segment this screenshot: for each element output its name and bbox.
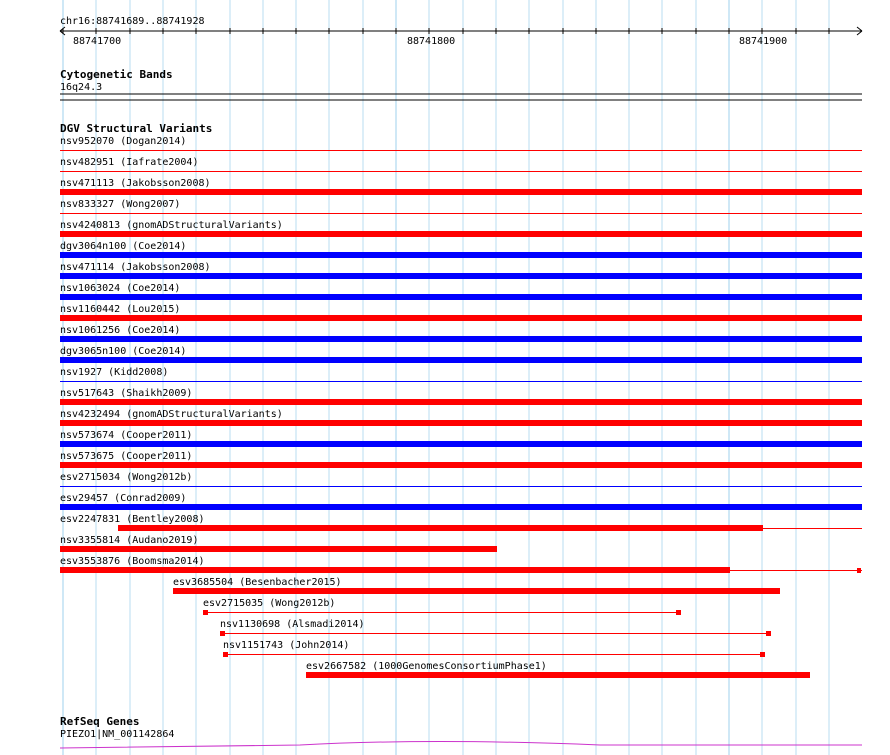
dgv-feature-bar[interactable] (857, 568, 861, 573)
dgv-feature-label: nsv573674 (Cooper2011) (60, 430, 193, 441)
dgv-feature[interactable] (60, 136, 862, 151)
dgv-feature-label: esv3685504 (Besenbacher2015) (173, 577, 342, 588)
dgv-feature[interactable] (60, 493, 862, 510)
dgv-feature[interactable] (60, 241, 862, 258)
dgv-feature-label: nsv471114 (Jakobsson2008) (60, 262, 211, 273)
dgv-feature-bar[interactable] (60, 273, 862, 279)
dgv-feature-bar[interactable] (118, 525, 763, 531)
dgv-feature-label: nsv833327 (Wong2007) (60, 199, 181, 210)
dgv-feature-label: esv2667582 (1000GenomesConsortiumPhase1) (306, 661, 547, 672)
ruler[interactable] (60, 16, 862, 47)
dgv-feature[interactable] (223, 640, 765, 657)
refseq-gene-line[interactable] (60, 742, 862, 749)
dgv-feature-label: nsv1063024 (Coe2014) (60, 283, 181, 294)
ruler-tick-label: 88741800 (407, 36, 456, 47)
dgv-feature-bar[interactable] (220, 633, 770, 634)
dgv-feature-label: dgv3065n100 (Coe2014) (60, 346, 187, 357)
dgv-feature-label: nsv952070 (Dogan2014) (60, 136, 187, 147)
dgv-feature[interactable] (60, 283, 862, 300)
dgv-feature-label: nsv471113 (Jakobsson2008) (60, 178, 211, 189)
dgv-feature-bar[interactable] (60, 357, 862, 363)
dgv-feature[interactable] (60, 430, 862, 447)
dgv-feature[interactable] (60, 514, 862, 531)
dgv-feature-bar[interactable] (60, 213, 862, 214)
dgv-track[interactable] (60, 122, 862, 678)
dgv-feature-label: nsv4232494 (gnomADStructuralVariants) (60, 409, 283, 420)
dgv-feature-bar[interactable] (676, 610, 681, 615)
dgv-feature[interactable] (60, 157, 862, 172)
dgv-feature-label: nsv517643 (Shaikh2009) (60, 388, 193, 399)
dgv-feature-bar[interactable] (60, 171, 862, 172)
refseq-gene-label: PIEZO1|NM_001142864 (60, 729, 175, 740)
dgv-feature[interactable] (60, 178, 862, 195)
dgv-feature-bar[interactable] (60, 399, 862, 405)
dgv-feature[interactable] (60, 535, 497, 552)
cytoband-track-title: Cytogenetic Bands (60, 68, 173, 81)
cytoband-label: 16q24.3 (60, 82, 103, 93)
dgv-feature-bar[interactable] (60, 567, 730, 573)
dgv-feature-bar[interactable] (766, 631, 771, 636)
dgv-feature[interactable] (60, 556, 862, 573)
dgv-feature-bar[interactable] (60, 336, 862, 342)
dgv-feature-bar[interactable] (763, 528, 862, 529)
dgv-feature-bar[interactable] (60, 150, 862, 151)
dgv-feature[interactable] (203, 598, 681, 615)
dgv-feature-bar[interactable] (173, 588, 780, 594)
dgv-feature-label: esv3553876 (Boomsma2014) (60, 556, 205, 567)
dgv-feature[interactable] (60, 388, 862, 405)
dgv-feature-label: esv2715034 (Wong2012b) (60, 472, 193, 483)
dgv-feature-label: esv2247831 (Bentley2008) (60, 514, 205, 525)
dgv-feature-bar[interactable] (306, 672, 810, 678)
dgv-feature-bar[interactable] (60, 381, 862, 382)
dgv-feature-bar[interactable] (223, 652, 228, 657)
dgv-feature-bar[interactable] (60, 546, 497, 552)
dgv-feature[interactable] (60, 199, 862, 214)
dgv-feature-bar[interactable] (760, 652, 765, 657)
refseq-track-title: RefSeq Genes (60, 715, 140, 728)
dgv-feature-bar[interactable] (223, 654, 764, 655)
dgv-feature[interactable] (60, 451, 862, 468)
dgv-feature[interactable] (60, 262, 862, 279)
dgv-feature-bar[interactable] (220, 631, 225, 636)
dgv-feature[interactable] (306, 661, 810, 678)
dgv-feature-label: nsv573675 (Cooper2011) (60, 451, 193, 462)
dgv-feature-bar[interactable] (60, 231, 862, 237)
dgv-feature-bar[interactable] (730, 570, 862, 571)
dgv-feature[interactable] (60, 346, 862, 363)
dgv-feature-label: esv29457 (Conrad2009) (60, 493, 187, 504)
dgv-features (60, 136, 862, 678)
grid-lines (63, 0, 829, 755)
dgv-feature-bar[interactable] (60, 462, 862, 468)
dgv-feature-bar[interactable] (60, 189, 862, 195)
dgv-feature-label: nsv482951 (Iafrate2004) (60, 157, 199, 168)
dgv-feature-bar[interactable] (60, 252, 862, 258)
dgv-feature[interactable] (173, 577, 780, 594)
dgv-track-title: DGV Structural Variants (60, 122, 213, 135)
dgv-feature[interactable] (60, 409, 862, 426)
ruler-tick-label: 88741700 (73, 36, 122, 47)
dgv-feature[interactable] (60, 220, 862, 237)
dgv-feature-bar[interactable] (60, 568, 64, 573)
dgv-feature-label: nsv1160442 (Lou2015) (60, 304, 181, 315)
refseq-track[interactable] (60, 715, 862, 748)
dgv-feature-bar[interactable] (60, 504, 862, 510)
dgv-feature-label: nsv1061256 (Coe2014) (60, 325, 181, 336)
dgv-feature[interactable] (60, 472, 862, 487)
dgv-feature-bar[interactable] (60, 294, 862, 300)
dgv-feature-bar[interactable] (60, 420, 862, 426)
dgv-feature-label: nsv4240813 (gnomADStructuralVariants) (60, 220, 283, 231)
ruler-location: chr16:88741689..88741928 (60, 16, 205, 27)
ruler-tick-label: 88741900 (739, 36, 788, 47)
dgv-feature-label: dgv3064n100 (Coe2014) (60, 241, 187, 252)
dgv-feature-label: nsv1927 (Kidd2008) (60, 367, 169, 378)
dgv-feature[interactable] (60, 367, 862, 382)
dgv-feature-label: esv2715035 (Wong2012b) (203, 598, 336, 609)
dgv-feature-label: nsv3355814 (Audano2019) (60, 535, 199, 546)
dgv-feature[interactable] (60, 325, 862, 342)
dgv-feature-label: nsv1130698 (Alsmadi2014) (220, 619, 365, 630)
cytoband-track[interactable] (60, 68, 862, 100)
dgv-feature-bar[interactable] (60, 315, 862, 321)
dgv-feature-label: nsv1151743 (John2014) (223, 640, 350, 651)
dgv-feature-bar[interactable] (203, 612, 680, 613)
dgv-feature[interactable] (60, 304, 862, 321)
dgv-feature-bar[interactable] (60, 486, 862, 487)
dgv-feature-bar[interactable] (203, 610, 208, 615)
dgv-feature-bar[interactable] (60, 441, 862, 447)
